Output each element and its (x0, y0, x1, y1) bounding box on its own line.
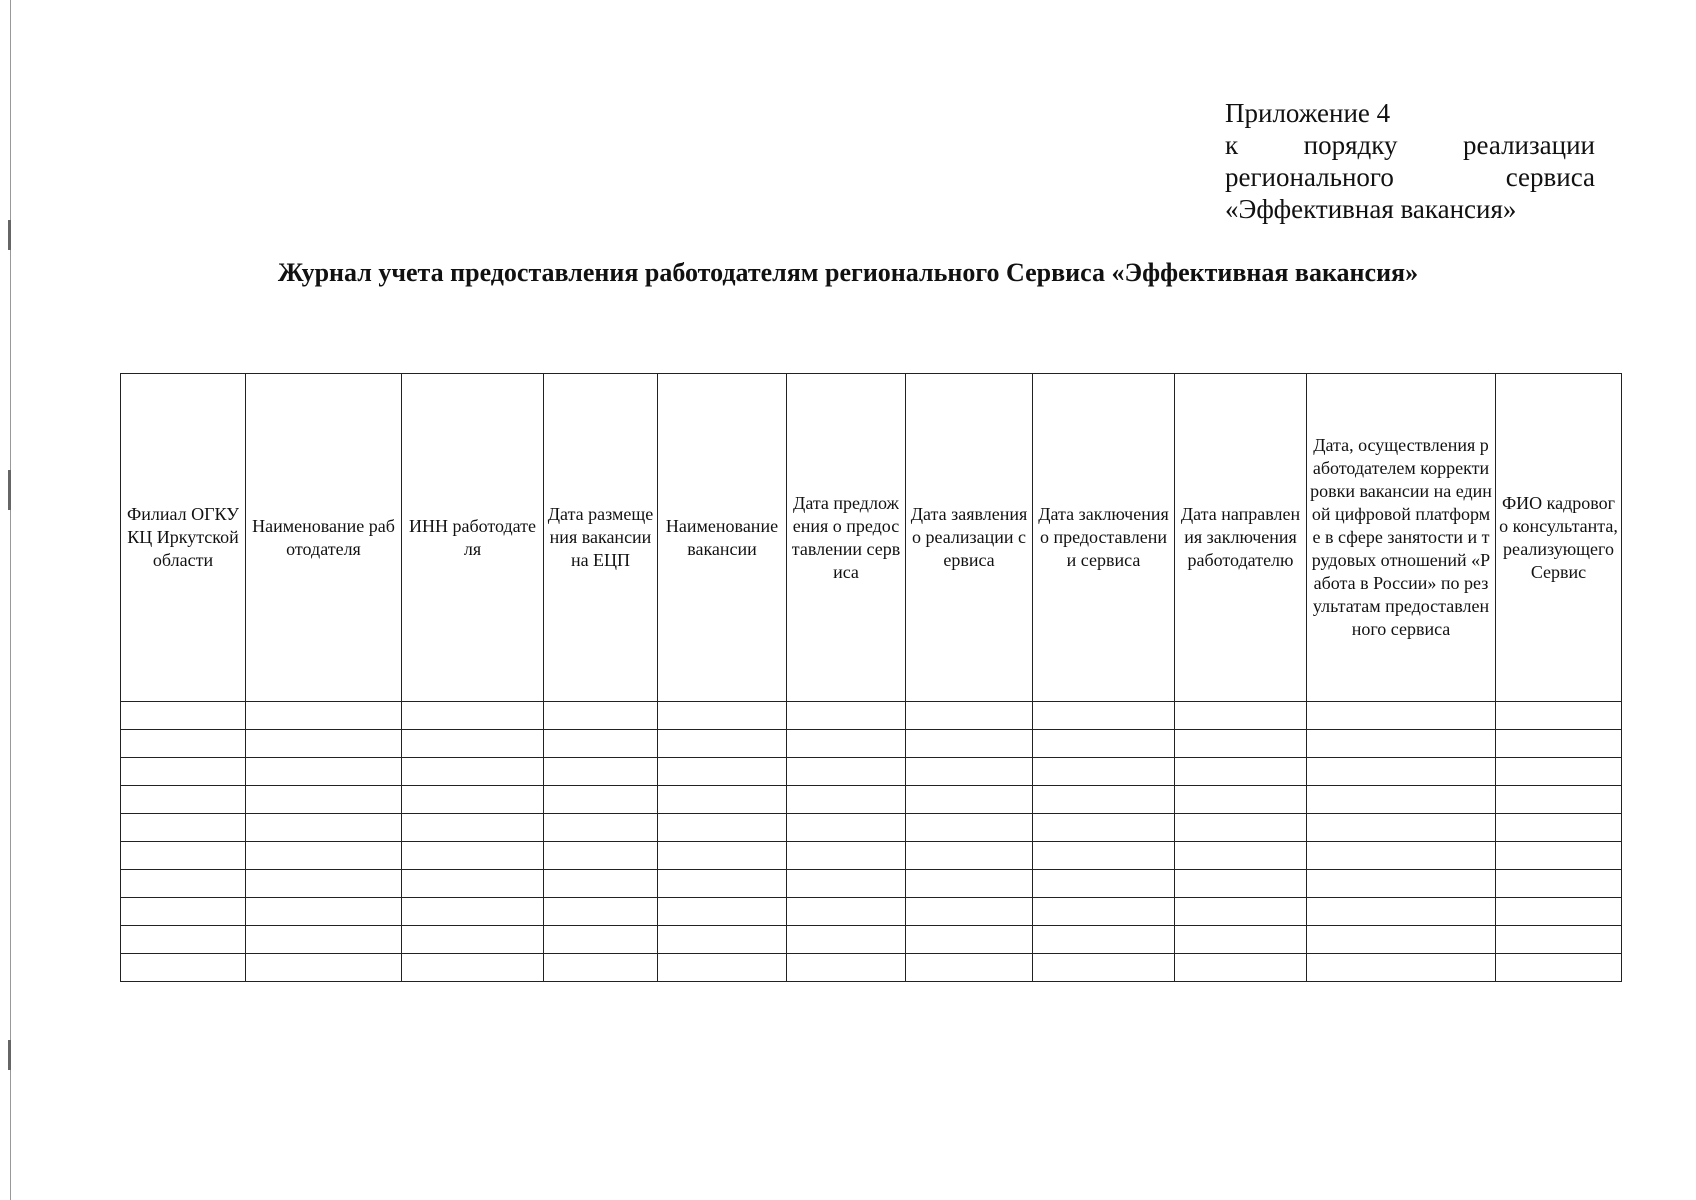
table-cell (402, 870, 544, 898)
table-cell (544, 926, 658, 954)
table-cell (544, 702, 658, 730)
table-cell (402, 786, 544, 814)
table-cell (1496, 898, 1622, 926)
table-cell (544, 842, 658, 870)
table-cell (402, 758, 544, 786)
column-header: ИНН работодателя (402, 374, 544, 702)
column-header: Дата предложения о предоставлении сервиса (787, 374, 906, 702)
table-cell (1307, 842, 1496, 870)
table-row (121, 814, 1622, 842)
table-cell (1033, 730, 1175, 758)
table-cell (906, 842, 1033, 870)
table-cell (906, 814, 1033, 842)
table-row (121, 758, 1622, 786)
table-cell (402, 898, 544, 926)
table-cell (1496, 954, 1622, 982)
table-cell (1175, 702, 1307, 730)
table-cell (906, 786, 1033, 814)
table-cell (402, 730, 544, 758)
table-cell (906, 898, 1033, 926)
table-cell (246, 814, 402, 842)
page-margin-line (10, 0, 11, 1200)
table-cell (1175, 730, 1307, 758)
table-cell (1033, 786, 1175, 814)
journal-table (120, 373, 1622, 982)
table-cell (1307, 814, 1496, 842)
table-cell (1307, 730, 1496, 758)
table-row (121, 702, 1622, 730)
table-cell (1307, 702, 1496, 730)
table-cell (906, 702, 1033, 730)
table-cell (787, 898, 906, 926)
scan-mark (8, 220, 11, 250)
table-cell (658, 730, 787, 758)
appendix-line-3 (1225, 161, 1595, 193)
table-cell (658, 926, 787, 954)
appendix-word: регионального (1225, 162, 1394, 192)
table-cell (121, 870, 246, 898)
table-row (121, 842, 1622, 870)
table-cell (658, 786, 787, 814)
table-cell (1175, 842, 1307, 870)
table-cell (121, 786, 246, 814)
table-cell (1496, 842, 1622, 870)
table-cell (1033, 898, 1175, 926)
table-cell (1496, 926, 1622, 954)
table-cell (1175, 758, 1307, 786)
table-cell (787, 870, 906, 898)
table-cell (1307, 758, 1496, 786)
table-cell (787, 786, 906, 814)
table-cell (1496, 786, 1622, 814)
appendix-word: порядку (1303, 130, 1398, 160)
table-cell (402, 954, 544, 982)
table-cell (544, 758, 658, 786)
table-cell (246, 702, 402, 730)
appendix-word: сервиса (1505, 162, 1595, 192)
table-cell (1175, 954, 1307, 982)
column-header: Наименование работодателя (246, 374, 402, 702)
table-cell (544, 730, 658, 758)
table-cell (787, 702, 906, 730)
table-cell (658, 898, 787, 926)
column-header: Филиал ОГКУ КЦ Иркутской области (121, 374, 246, 702)
table-cell (1307, 786, 1496, 814)
table-cell (544, 954, 658, 982)
table-cell (658, 842, 787, 870)
table-row (121, 730, 1622, 758)
table-cell (402, 814, 544, 842)
table-cell (1175, 786, 1307, 814)
table-cell (658, 870, 787, 898)
table-cell (1033, 702, 1175, 730)
table-row (121, 954, 1622, 982)
table-cell (544, 898, 658, 926)
table-cell (246, 926, 402, 954)
appendix-line-4: «Эффективная вакансия» (1225, 194, 1517, 224)
header-row (121, 374, 1622, 702)
table-cell (1496, 814, 1622, 842)
table-cell (1033, 870, 1175, 898)
appendix-number: Приложение 4 (1225, 98, 1391, 128)
table-cell (906, 758, 1033, 786)
table-cell (402, 926, 544, 954)
column-header: Дата заключения о предоставлении сервиса (1033, 374, 1175, 702)
table-row (121, 898, 1622, 926)
table-cell (658, 702, 787, 730)
column-header: Дата, осуществления работодателем корректировки вакансии на единой цифровой платформе в сфере занятости и трудовых отношений «Работа в России» по результатам предоставленного сервиса (1307, 374, 1496, 702)
table-cell (1033, 954, 1175, 982)
column-header: Дата заявления о реализации сервиса (906, 374, 1033, 702)
table-cell (544, 814, 658, 842)
table-cell (121, 702, 246, 730)
table-cell (1307, 870, 1496, 898)
document-title: Журнал учета предоставления работодателям регионального Сервиса «Эффективная вакансия» (277, 258, 1419, 287)
column-header: Дата размещения вакансии на ЕЦП (544, 374, 658, 702)
table-cell (1496, 758, 1622, 786)
table-cell (787, 954, 906, 982)
table-cell (658, 954, 787, 982)
table-cell (1033, 926, 1175, 954)
table-cell (402, 702, 544, 730)
table-row (121, 870, 1622, 898)
table-cell (121, 842, 246, 870)
table-cell (787, 730, 906, 758)
table-cell (246, 786, 402, 814)
table-cell (1175, 870, 1307, 898)
table-cell (787, 842, 906, 870)
table-cell (787, 814, 906, 842)
table-cell (246, 898, 402, 926)
table-cell (1033, 758, 1175, 786)
table-cell (121, 898, 246, 926)
table-cell (1033, 842, 1175, 870)
table-cell (906, 926, 1033, 954)
appendix-word: реализации (1463, 130, 1595, 160)
table-cell (121, 758, 246, 786)
table-cell (1175, 814, 1307, 842)
table-cell (246, 730, 402, 758)
table-cell (1175, 926, 1307, 954)
table-cell (906, 730, 1033, 758)
table-row (121, 786, 1622, 814)
table-cell (906, 870, 1033, 898)
table-cell (121, 730, 246, 758)
table-cell (906, 954, 1033, 982)
table-cell (1307, 926, 1496, 954)
column-header: ФИО кадрового консультанта, реализующего Сервис (1496, 374, 1622, 702)
table-cell (402, 842, 544, 870)
table-cell (544, 786, 658, 814)
table-cell (658, 758, 787, 786)
table-cell (1033, 814, 1175, 842)
scan-mark (8, 1040, 11, 1070)
table-cell (246, 842, 402, 870)
table-cell (787, 758, 906, 786)
table-cell (121, 954, 246, 982)
appendix-word: к (1225, 130, 1239, 160)
appendix-line-2 (1225, 129, 1595, 161)
table-cell (246, 870, 402, 898)
appendix-header (1225, 97, 1595, 225)
table-row (121, 926, 1622, 954)
scan-mark (8, 470, 11, 510)
table-cell (658, 814, 787, 842)
table-cell (1175, 898, 1307, 926)
table-cell (787, 926, 906, 954)
table-cell (1496, 702, 1622, 730)
table-cell (246, 954, 402, 982)
table-cell (121, 814, 246, 842)
table-cell (246, 758, 402, 786)
table-cell (544, 870, 658, 898)
table-body (121, 702, 1622, 982)
column-header: Дата направления заключения работодателю (1175, 374, 1307, 702)
column-header: Наименование вакансии (658, 374, 787, 702)
table-cell (1496, 730, 1622, 758)
table-cell (1496, 870, 1622, 898)
table-cell (121, 926, 246, 954)
table-cell (1307, 954, 1496, 982)
table-cell (1307, 898, 1496, 926)
